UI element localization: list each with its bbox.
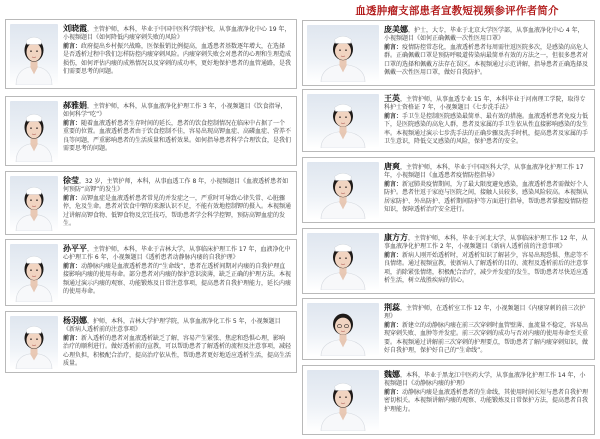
author-intro: ，32 岁，主管护师，本科，从事血透工作 8 年，小视频题目《血液透析患者如何预防“高钾”的发生》 [63,178,289,194]
author-name: 魏娜 [384,370,400,379]
preface-text: 疫情防控常态化，血液透析患者每周需往返医院多次，是感染的高危人群。正确佩戴口罩是预防呼吸道传染病最简单有效的方法之一，但很多患者对口罩的选择和佩戴方法存在误区。本视频通过示范讲解，指导患者正确选择及佩戴一次性医用口罩，做好自我防护。 [384,43,589,77]
author-intro: ，主管护师，本科，毕业于中国医科大学，从事血液净化护理工作 17 年，小视频题目《血透患者疫情防控指导》 [384,164,584,180]
author-intro: ，主管护师，本科，毕业于中国中医科学院护校，从事血液净化中心 19 年，小视频题目《如何降低内瘘穿刺失败的风险》 [63,26,291,42]
nurse-portrait-icon [10,316,58,369]
preface-text: 新入透析的患者对血液透析缺乏了解，容易产生紧张、焦虑和恐惧心理，影响治疗的顺利进行。做好透析前的宣教，可以帮助患者了解透析的流程及注意事项，减轻心理负担，积极配合治疗，提高治疗依从性，帮助患者更好地适应透析生活，提高生活质量。 [63,334,292,368]
author-card-10 [302,298,595,360]
preface-text: 动静脉内瘘是血液透析患者的生命线，其使用时间长短与患者自我护理密切相关。本视频讲解内瘘的观察、功能锻炼及日常保护方法，提高患者自我护理能力。 [384,388,589,413]
author-photo [307,25,379,82]
author-intro: ，本科，毕业于黑龙江中医药大学，从事血液净化护理工作 14 年，小视频题目《动静脉内瘘的护理》 [384,372,586,388]
preface-label: 前言： [63,42,82,50]
author-intro: ，主管护师，本科，从事血液净化护理工作 3 年，小视频题目《饮食指导，如何科学“吃”》 [63,103,287,119]
author-photo [10,244,58,302]
preface-text: 新冠肺炎疫情期间，为了最大限度避免感染，血液透析患者需做好个人防护。患者往返于家庭与医院之间，接触人员较多，感染风险较高。本视频从居家防护、外出防护、透析期间防护等方面进行指导，帮助患者掌握疫情防控知识，保障透析治疗安全进行。 [384,180,589,214]
preface-label: 前言： [63,334,82,342]
author-name: 孙平平 [63,244,87,253]
preface-label: 前言： [384,251,403,259]
author-card-11 [302,365,595,435]
preface-text: 新建立的动静脉内瘘在前三次穿刺时血管壁薄、血流量不稳定，容易出现穿刺失败、血肿等并发症。前三次穿刺的成功与否对内瘘的使用寿命至关重要。本视频通过讲解前三次穿刺的护理要点，帮助患者了解内瘘穿刺知识，做好自我护理，保护好自己的“生命线”。 [384,321,589,355]
author-name: 刘晓霞 [63,24,87,33]
preface-label: 前言： [63,262,82,270]
preface-text: 动静脉内瘘是血液透析患者的“生命线”，患者在透析间期对内瘘的自我护理直接影响内瘘的使用寿命。部分患者对内瘘的保护意识淡薄，缺乏正确的护理方法。本视频通过演示内瘘的观察、功能锻炼及日常注意事项，提高患者自我护理能力，延长内瘘的使用寿命。 [63,262,292,296]
preface-text: 手卫生是控制医院感染最简单、最有效的措施。血液透析患者免疫力低下，是医院感染的高危人群，患者及家属的手卫生依从性直接影响感染的发生率。本视频通过演示七步洗手法的正确步骤及洗手时机，提高患者及家属的手卫生意识，降低交叉感染的风险，保护患者的安全。 [384,112,589,146]
author-name: 徐莹 [63,176,79,185]
page-title: 血透肿瘤支部患者宣教短视频参评作者简介 [355,5,559,17]
author-photo [307,233,379,290]
author-name: 荆蕊 [384,303,400,312]
author-intro: ，主管护师，从事血透专业 15 年，本科毕业于河南理工学院，取得专科护士资格证 7 年，小视频题目《七步洗手法》 [384,96,586,112]
nurse-portrait-icon [10,101,58,162]
nurse-portrait-icon [307,162,379,219]
author-name: 康方方 [384,233,408,242]
author-photo [10,316,58,369]
author-card-3 [5,171,297,235]
author-photo [10,176,58,231]
preface-text: 高钾血症是血液透析患者常见的并发症之一，严重时可导致心律失常、心脏骤停，危及生命。患者对饮食中钾的来源认识不足，不能有效地控制钾的摄入。本视频通过讲解高钾食物、低钾食物及烹饪技巧，帮助患者学会科学控钾，预防高钾血症的发生。 [63,194,292,228]
author-intro: ，主管护师，本科，毕业于吉林大学，从事临床护理工作 17 年，血液净化中心护理工作 6 年，小视频题目《透析患者动静脉内瘘的自我护理》 [63,246,291,262]
author-photo [307,303,379,356]
author-card-2 [5,96,297,166]
preface-label: 前言： [384,112,403,120]
preface-label: 前言： [384,43,403,51]
preface-label: 前言： [384,388,403,396]
preface-text: 政府提出乡村振兴战略，医保报销比例提高，血透患者基数逐年增大，在选择是否透析过程中我们怎样防控内瘘穿刺风险。内瘘穿刺失败会对患者的心理和生理造成损伤，如何评估内瘘的成熟情况以及穿刺的成功率，更好地保护患者的血管通路，是我们需要思考的问题。 [63,42,292,76]
preface-text: 新病人刚开始透析时，对透析知识了解甚少，容易出现恐惧、焦虑等不良情绪。通过视频宣教，使新病人了解透析的目的、流程及透析前后的注意事项，消除紧张情绪，积极配合治疗，减少并发症的发生，帮助患者尽快适应透析生活，树立战胜疾病的信心。 [384,251,589,285]
nurse-portrait-icon [10,176,58,231]
nurse-portrait-icon [307,94,379,148]
author-name: 庞美娜 [384,25,408,34]
author-card-1 [5,19,297,89]
author-intro: ，主管护师，在透析室工作 12 年，小视频题目《内瘘穿刺的前三次护理》 [384,305,586,321]
author-card-8 [302,157,595,223]
preface-label: 前言： [384,321,403,329]
nurse-portrait-icon [307,303,379,356]
author-photo [307,370,379,431]
author-name: 杨羽娜 [63,316,87,325]
author-name: 王英 [384,94,400,103]
preface-label: 前言： [63,194,82,202]
author-name: 郝雅娟 [63,101,87,110]
author-card-4 [5,239,297,306]
nurse-portrait-icon [307,25,379,82]
author-photo [307,162,379,219]
nurse-portrait-icon [307,370,379,431]
preface-label: 前言： [63,119,82,127]
author-name: 唐爽 [384,162,400,171]
author-intro: ，主管护师，本科，毕业于河北大学，从事临床护理工作 12 年，从事血液净化护理工作 2 年，小视频题目《新病人透析前的注意事项》 [384,235,588,251]
author-photo [10,101,58,162]
author-card-7 [302,89,595,152]
nurse-portrait-icon [10,244,58,302]
author-intro: ，护师，本科，吉林大学护理学院，从事血液净化工作 5 年，小视频题目《新病人透析前的注意事项》 [63,318,281,334]
author-photo [10,24,58,85]
author-card-9 [302,228,595,294]
author-card-5 [5,311,297,373]
nurse-portrait-icon [10,24,58,85]
author-intro: ，护士，大专，毕业于北京大学医学部，从事血液净化中心 4 年，小视频题目《如何正确佩戴一次性医用口罩》 [384,27,584,43]
preface-label: 前言： [384,180,403,188]
nurse-portrait-icon [307,233,379,290]
author-photo [307,94,379,148]
author-card-6 [302,20,595,86]
preface-text: 随着血液透析患者生存时间的延长，患者的饮食控制情况在临床中占据了一个重要的位置。血液透析患者由于饮食控制不佳，容易出现高钾血症、高磷血症、营养不良等问题，严重影响患者的生活质量和透析效果。如何指导患者科学合理饮食，是我们需要思考的问题。 [63,119,292,153]
